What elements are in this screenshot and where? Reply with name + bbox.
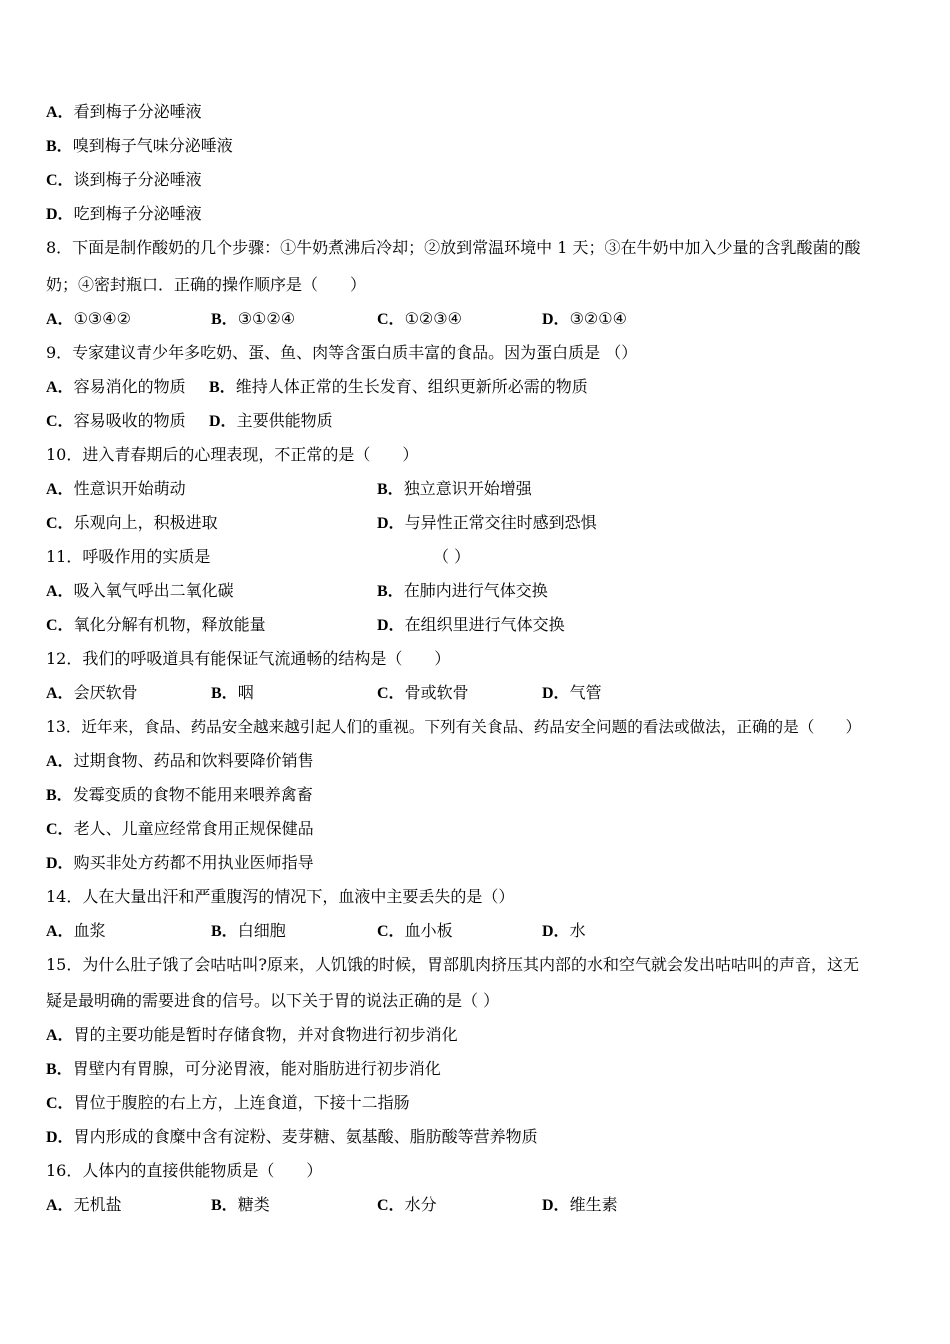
q13-option-d: D．购买非处方药都不用执业医师指导 xyxy=(46,853,314,872)
q8-option-c: C．①②③④ xyxy=(377,309,462,328)
q16-option-d: D．维生素 xyxy=(542,1195,618,1214)
q12-stem: 12．我们的呼吸道具有能保证气流通畅的结构是（ ） xyxy=(46,649,451,668)
q13-option-c: C．老人、儿童应经常食用正规保健品 xyxy=(46,819,314,838)
q15-option-c: C．胃位于腹腔的右上方，上连食道，下接十二指肠 xyxy=(46,1093,410,1112)
q16-option-b: B．糖类 xyxy=(211,1195,270,1214)
q10-option-b: B．独立意识开始增强 xyxy=(377,479,532,498)
q14-stem: 14．人在大量出汗和严重腹泻的情况下，血液中主要丢失的是（） xyxy=(46,887,515,906)
q13-option-a: A．过期食物、药品和饮料要降价销售 xyxy=(46,751,314,770)
q10-stem: 10．进入青春期后的心理表现，不正常的是（ ） xyxy=(46,445,419,464)
q15-stem-line2: 疑是最明确的需要进食的信号。以下关于胃的说法正确的是（ ） xyxy=(46,991,500,1010)
q11-answer-paren: （ ） xyxy=(433,547,471,566)
q14-option-d: D．水 xyxy=(542,921,586,940)
q13-option-b: B．发霉变质的食物不能用来喂养禽畜 xyxy=(46,785,313,804)
q8-stem-line2: 奶；④密封瓶口．正确的操作顺序是（ ） xyxy=(46,275,367,294)
q11-option-c: C．氧化分解有机物，释放能量 xyxy=(46,615,266,634)
q8-option-a: A．①③④② xyxy=(46,309,131,328)
q15-stem-line1: 15．为什么肚子饿了会咕咕叫?原来，人饥饿的时候，胃部肌肉挤压其内部的水和空气就会发出咕咕叫的声音，这无 xyxy=(46,955,859,974)
q11-option-d: D．在组织里进行气体交换 xyxy=(377,615,565,634)
q11-option-b: B．在肺内进行气体交换 xyxy=(377,581,548,600)
q9-stem: 9．专家建议青少年多吃奶、蛋、鱼、肉等含蛋白质丰富的食品。因为蛋白质是 （） xyxy=(46,343,638,362)
q9-option-c: C．容易吸收的物质 xyxy=(46,411,186,430)
q9-option-a: A．容易消化的物质 xyxy=(46,377,186,396)
q16-option-c: C．水分 xyxy=(377,1195,437,1214)
q9-option-b: B．维持人体正常的生长发育、组织更新所必需的物质 xyxy=(209,377,588,396)
q14-option-a: A．血浆 xyxy=(46,921,106,940)
q10-option-d: D．与异性正常交往时感到恐惧 xyxy=(377,513,597,532)
q13-stem: 13．近年来，食品、药品安全越来越引起人们的重视。下列有关食品、药品安全问题的看法或做法，正确的是（ ） xyxy=(46,718,862,736)
q7-option-a: A．看到梅子分泌唾液 xyxy=(46,102,202,121)
q7-option-d: D．吃到梅子分泌唾液 xyxy=(46,204,202,223)
q12-option-a: A．会厌软骨 xyxy=(46,683,138,702)
q7-option-b: B．嗅到梅子气味分泌唾液 xyxy=(46,136,233,155)
q8-option-b: B．③①②④ xyxy=(211,309,296,328)
q10-option-a: A．性意识开始萌动 xyxy=(46,479,186,498)
q9-option-d: D．主要供能物质 xyxy=(209,411,333,430)
q15-option-d: D．胃内形成的食糜中含有淀粉、麦芽糖、氨基酸、脂肪酸等营养物质 xyxy=(46,1127,538,1146)
q14-option-c: C．血小板 xyxy=(377,921,453,940)
q16-stem: 16．人体内的直接供能物质是（ ） xyxy=(46,1161,323,1180)
q11-option-a: A．吸入氧气呼出二氧化碳 xyxy=(46,581,234,600)
q7-option-c: C．谈到梅子分泌唾液 xyxy=(46,170,202,189)
q15-option-b: B．胃壁内有胃腺，可分泌胃液，能对脂肪进行初步消化 xyxy=(46,1059,441,1078)
q12-option-b: B．咽 xyxy=(211,683,254,702)
q8-stem-line1: 8．下面是制作酸奶的几个步骤：①牛奶煮沸后冷却；②放到常温环境中 1 天；③在牛奶中加入少量的含乳酸菌的酸 xyxy=(46,238,861,257)
q14-option-b: B．白细胞 xyxy=(211,921,286,940)
q12-option-c: C．骨或软骨 xyxy=(377,683,469,702)
q15-option-a: A．胃的主要功能是暂时存储食物，并对食物进行初步消化 xyxy=(46,1025,458,1044)
q8-option-d: D．③②①④ xyxy=(542,309,627,328)
q12-option-d: D．气管 xyxy=(542,683,602,702)
q16-option-a: A．无机盐 xyxy=(46,1195,122,1214)
q10-option-c: C．乐观向上，积极进取 xyxy=(46,513,218,532)
q11-stem: 11．呼吸作用的实质是 xyxy=(46,547,211,566)
